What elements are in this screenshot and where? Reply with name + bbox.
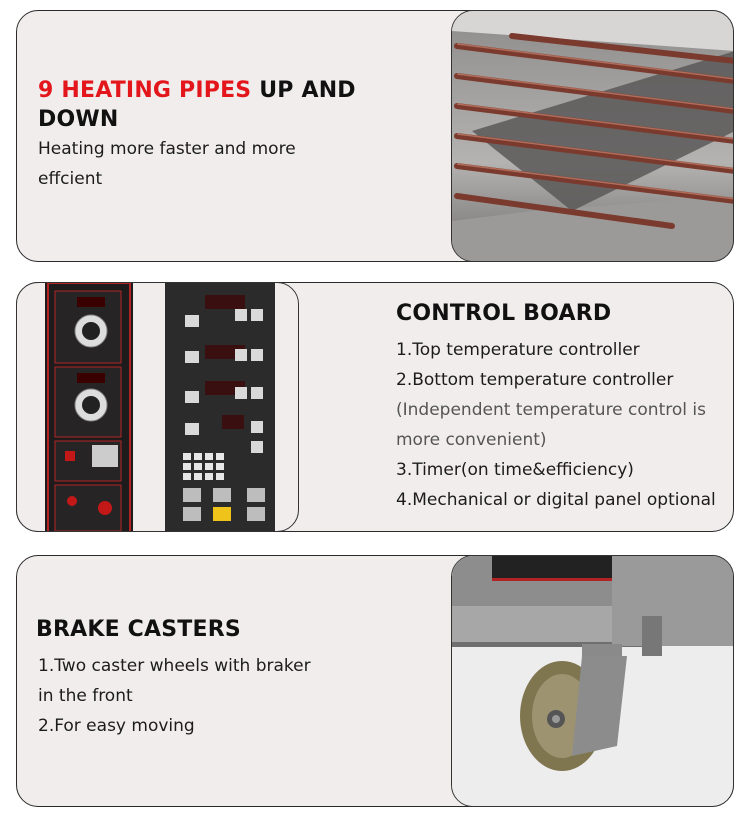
brake-casters-description: 1.Two caster wheels with braker in the front 2.For easy moving — [38, 656, 311, 736]
control-item-6: 4.Mechanical or digital panel optional — [396, 490, 716, 510]
brake-casters-title: BRAKE CASTERS — [36, 617, 241, 642]
control-item-1: 1.Top temperature controller — [396, 340, 640, 360]
brake-caster-photo — [451, 555, 734, 807]
control-item-4: more convenient) — [396, 430, 547, 450]
control-board-title: CONTROL BOARD — [396, 301, 612, 326]
control-item-3: (Independent temperature control is — [396, 400, 706, 420]
control-item-5: 3.Timer(on time&efficiency) — [396, 460, 634, 480]
control-item-2: 2.Bottom temperature controller — [396, 370, 674, 390]
control-board-description — [396, 335, 716, 515]
control-panels-photo — [16, 282, 299, 532]
heating-pipes-description: Heating more faster and more effcient — [38, 139, 296, 189]
heating-pipes-title: 9 HEATING PIPES UP AND DOWN — [38, 78, 356, 132]
heating-pipes-photo — [451, 10, 734, 262]
